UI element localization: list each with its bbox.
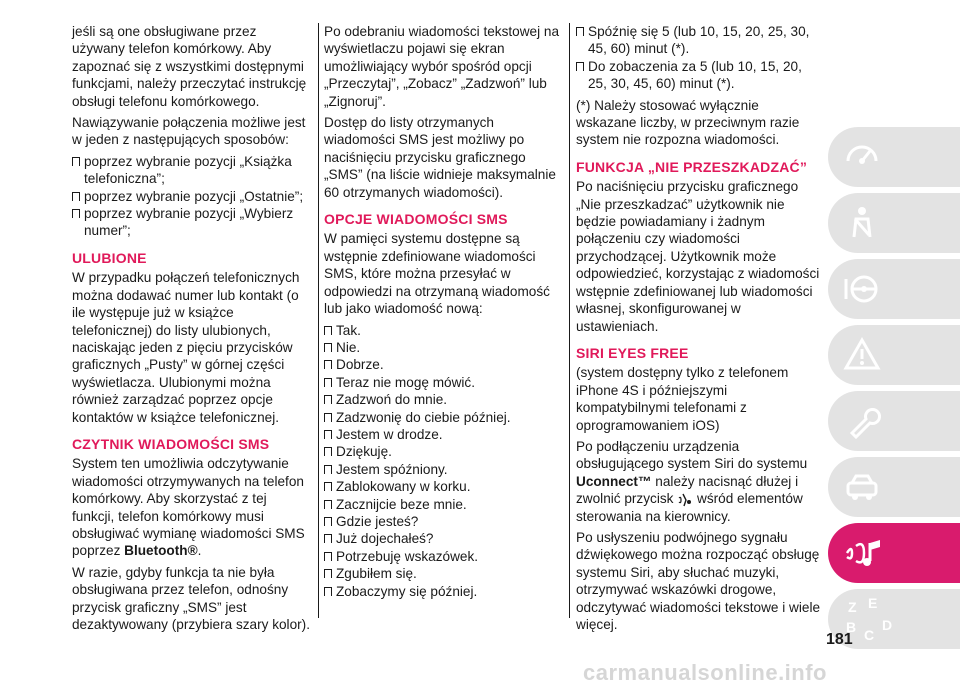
list-item [324, 565, 564, 582]
bullet-icon [324, 447, 332, 456]
column-divider [569, 23, 570, 618]
chapter-tabs [828, 127, 960, 655]
watermark-footer: carmanualsonline.info [583, 660, 827, 685]
bullet-icon [324, 430, 332, 439]
list-item [324, 513, 564, 530]
bluetooth-term: Bluetooth® [124, 543, 198, 559]
bullet-icon [324, 500, 332, 509]
uconnect-term: Uconnect™ [576, 473, 652, 489]
text: System ten umożliwia odczytywanie wiadomości otrzymywanych na telefon komórkowy. Aby skorzystać z tej funkcji, telefon komórkowy musi obsługiwać wymianę wiadomości SMS poprzez [72, 456, 305, 559]
svg-text:E: E [868, 595, 878, 611]
list-item-text: Zadzwonię do ciebie później. [336, 409, 511, 425]
list-item-text: Teraz nie mogę mówić. [336, 374, 476, 390]
list-item [72, 205, 312, 240]
text: . [197, 543, 202, 559]
svg-text:B: B [846, 619, 857, 635]
list-item [72, 188, 312, 205]
steering-wheel-icon [842, 269, 882, 309]
bullet-icon [72, 209, 80, 218]
list-item-text: Już dojechałeś? [336, 531, 434, 547]
paragraph: jeśli są one obsługiwane przez używany telefon komórkowy. Aby zapoznać się z wszystkimi dostępnymi funkcjami, należy przeczytać instrukcję obsługi telefonu komórkowego. [72, 24, 307, 109]
bullet-icon [324, 326, 332, 335]
bullet-icon [72, 157, 80, 166]
list-item [576, 58, 821, 93]
bullet-icon [324, 482, 332, 491]
tab-emergency[interactable] [828, 325, 960, 385]
bullet-icon [324, 343, 332, 352]
bullet-icon [72, 192, 80, 201]
bullet-icon [324, 552, 332, 561]
tab-technical-data[interactable] [828, 457, 960, 517]
tab-multimedia[interactable] [828, 523, 960, 583]
paragraph: Po odebraniu wiadomości tekstowej na wyświetlaczu pojawi się ekran umożliwiający wybór spośród opcji „Przeczytaj”, „Zobacz” „Zadzwoń” lub „Zignoruj”. [324, 24, 560, 109]
bullet-icon [324, 587, 332, 596]
svg-text:C: C [864, 627, 875, 643]
list-item-text: Tak. [336, 322, 361, 338]
list-item [324, 409, 564, 426]
list-item [324, 322, 564, 339]
list-item [324, 496, 564, 513]
list-item-text: Dobrze. [336, 357, 384, 373]
svg-text:D: D [882, 617, 893, 633]
column-3 [576, 23, 821, 637]
list-item-text: Zacznijcie beze mnie. [336, 496, 467, 512]
bullet-icon [576, 62, 584, 71]
list-item-text: Zobaczymy się później. [336, 583, 478, 599]
list-item-text: Gdzie jesteś? [336, 513, 419, 529]
column-1 [72, 23, 312, 637]
list-item-text: Do zobaczenia za 5 (lub 10, 15, 20, 25, 30, 45, 60) minut (*). [588, 58, 802, 92]
message-list [324, 322, 564, 601]
bullet-icon [324, 360, 332, 369]
paragraph: (system dostępny tylko z telefonem iPhone 4S i późniejszymi kompatybilnymi telefonami z oprogramowaniem iOS) [576, 365, 789, 433]
column-divider [318, 23, 319, 618]
section-heading-ulubione: ULUBIONE [72, 249, 147, 266]
multimedia-music-icon [842, 531, 886, 575]
list-item [324, 356, 564, 373]
list-item [324, 391, 564, 408]
tab-dashboard[interactable] [828, 127, 960, 187]
seatbelt-icon [842, 203, 882, 243]
list-item-text: Spóźnię się 5 (lub 10, 15, 20, 25, 30, 45, 60) minut (*). [588, 24, 810, 57]
dashboard-icon [842, 137, 882, 177]
paragraph [72, 455, 312, 559]
bullet-icon [324, 465, 332, 474]
voice-command-icon [677, 493, 693, 507]
list-item [324, 530, 564, 547]
paragraph: Po usłyszeniu podwójnego sygnału dźwiękowego można rozpocząć obsługę systemu Siri, aby słuchać muzyki, otrzymywać wskazówki drogowe, odczytywać wiadomości tekstowe i wiele więcej. [576, 529, 821, 632]
paragraph: W przypadku połączeń telefonicznych można dodawać numer lub kontakt (o ile występuje już w książce telefonicznej) do listy ulubionych, naciskając jeden z pięciu przycisków graficznych „Pusty” w górnej części wyświetlacza. Ulubionymi można również zarządzać poprzez opcje kontaktów w książce telefonicznej. [72, 270, 300, 425]
list-item-text: Jestem w drodze. [336, 426, 443, 442]
bullet-icon [324, 413, 332, 422]
list-item-text: Potrzebuję wskazówek. [336, 548, 479, 564]
paragraph: Nawiązywanie połączenia możliwe jest w jeden z następujących sposobów: [72, 115, 306, 148]
text: Po podłączeniu urządzenia obsługującego system Siri do systemu [576, 438, 808, 472]
wrench-icon [842, 401, 882, 441]
bullet-icon [324, 569, 332, 578]
list-item [324, 583, 564, 600]
paragraph: Dostęp do listy otrzymanych wiadomości SMS jest możliwy po naciśnięciu przycisku graficznego „SMS” (na liście widnieje maksymalnie 60 otrzymanych wiadomości). [324, 115, 556, 200]
list-item [324, 478, 564, 495]
bullet-icon [576, 27, 584, 36]
list-item-text: Zgubiłem się. [336, 566, 417, 582]
paragraph: W pamięci systemu dostępne są wstępnie zdefiniowane wiadomości SMS, które można przesyłać w odpowiedzi na otrzymaną wiadomość lub jako wiadomość nową: [324, 231, 550, 317]
car-data-icon [842, 467, 882, 507]
list-item-text: Zablokowany w korku. [336, 479, 471, 495]
bullet-icon [324, 378, 332, 387]
tab-safety[interactable] [828, 193, 960, 253]
list-item [324, 548, 564, 565]
list-item-text: poprzez wybranie pozycji „Książka telefoniczna”; [84, 153, 292, 187]
paragraph: (*) Należy stosować wyłącznie wskazane liczby, w przeciwnym razie system nie rozpozna wiadomości. [576, 97, 800, 148]
list-item [324, 339, 564, 356]
list-item-text: Jestem spóźniony. [336, 461, 448, 477]
warning-triangle-icon [842, 335, 882, 375]
tab-maintenance[interactable] [828, 391, 960, 451]
bullet-icon [324, 395, 332, 404]
tab-starting-driving[interactable] [828, 259, 960, 319]
text: należy nacisnąć dłużej i zwolnić przycisk [576, 473, 799, 507]
section-heading-funkcja: FUNKCJA „NIE PRZESZKADZAĆ” [576, 158, 808, 175]
list-item-text: poprzez wybranie pozycji „Wybierz numer”; [84, 206, 294, 239]
list-item-text: Dziękuję. [336, 444, 392, 460]
text: wśród elementów sterowania na kierownicy. [576, 491, 803, 524]
list-item [72, 153, 312, 188]
list-item [324, 443, 564, 460]
list-item-text: poprzez wybranie pozycji „Ostatnie”; [84, 188, 304, 204]
paragraph: W razie, gdyby funkcja ta nie była obsługiwana przez telefon, odnośny przycisk graficzny „SMS” jest dezaktywowany (przybiera szary kolor). [72, 564, 310, 632]
list-item-text: Nie. [336, 339, 361, 355]
bullet-icon [324, 534, 332, 543]
section-heading-siri: SIRI EYES FREE [576, 344, 689, 361]
paragraph [576, 438, 821, 525]
list-item-text: Zadzwoń do mnie. [336, 392, 448, 408]
page-number: 181 [826, 631, 853, 648]
list-item [324, 374, 564, 391]
list-item [324, 461, 564, 478]
bullet-icon [324, 517, 332, 526]
paragraph: Po naciśnięciu przycisku graficznego „Nie przeszkadzać” użytkownik nie będzie powiadamiany i żadnym połączeniu czy wiadomości przychodzącej. Użytkownik może odpowiedzieć, korzystając z wiadomości wstępnie zdefiniowanej lub wiadomości własnej, skonfigurowanej w ustawieniach. [576, 179, 820, 334]
section-heading-czytnik: CZYTNIK WIADOMOŚCI SMS [72, 435, 270, 452]
list-item [576, 23, 821, 58]
section-heading-opcje: OPCJE WIADOMOŚCI SMS [324, 211, 508, 228]
list-item [324, 426, 564, 443]
svg-text:Z: Z [848, 599, 857, 615]
column-2 [324, 23, 564, 600]
